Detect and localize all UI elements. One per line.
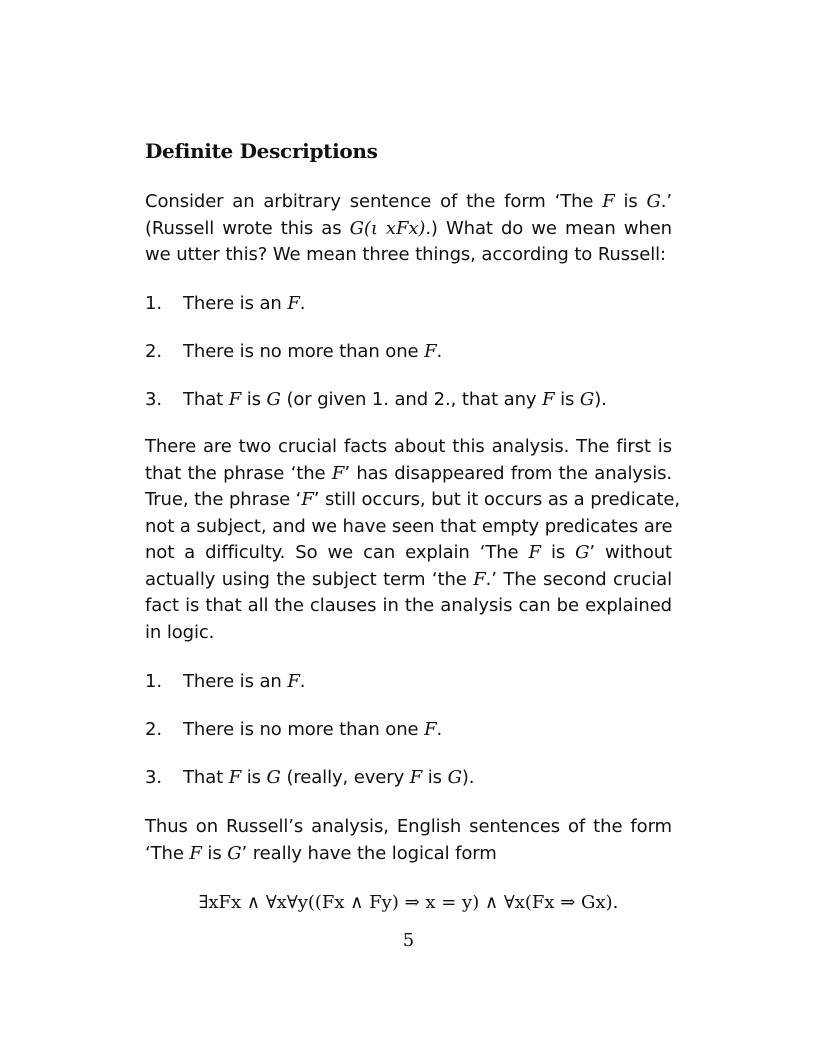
paragraph-line: True, the phrase ‘F’ still occurs, but it occurs as a predicate, [145,489,680,510]
list-item-text: There is an F. [183,293,306,314]
list-item-number: 2. [145,719,162,740]
paragraph-line: that the phrase ‘the F’ has disappeared from the analysis. [145,462,673,484]
list-item-number: 1. [145,293,162,314]
paragraph-line: fact is that all the clauses in the analysis can be explained [145,595,672,616]
paragraph-line: Consider an arbitrary sentence of the form ‘The F is G.’ [145,191,672,212]
section-heading: Definite Descriptions [145,139,378,163]
paragraph-line: ‘The F is G’ really have the logical form [145,842,497,864]
list-item [145,717,672,744]
paragraph-line: actually using the subject term ‘the F.’ The second crucial [145,568,672,590]
page-number: 5 [402,930,415,951]
logical-form-formula: ∃xFx ∧ ∀x∀y((Fx ∧ Fy) ⇒ x = y) ∧ ∀x(Fx ⇒ Gx). [198,892,619,913]
analysis-paragraph [145,434,680,646]
list-item [145,339,672,366]
list-item-text: That F is G (or given 1. and 2., that any F is G). [183,389,607,410]
paragraph-line: not a difficulty. So we can explain ‘The F is G’ without [145,542,672,563]
paragraph-line: Thus on Russell’s analysis, English sentences of the form [145,816,672,837]
list-item-text: That F is G (really, every F is G). [183,767,475,788]
closing-paragraph [145,814,672,867]
paragraph-line: not a subject, and we have seen that empty predicates are [145,515,673,537]
list-item-number: 2. [145,341,162,362]
paragraph-line: There are two crucial facts about this analysis. The first is [145,436,672,457]
list-item [145,387,672,414]
paragraph-line: (Russell wrote this as G(ι xFx).) What do we mean when [145,217,672,239]
intro-paragraph [145,189,672,269]
list-item-number: 3. [145,767,162,788]
list-item [145,291,672,318]
list-item [145,669,672,696]
list-item-text: There is no more than one F. [183,719,443,740]
paragraph-line: we utter this? We mean three things, according to Russell: [145,244,667,265]
paragraph-line: in logic. [145,621,215,643]
list-item-text: There is an F. [183,671,306,692]
list-item [145,765,672,792]
list-item-number: 1. [145,671,162,692]
list-item-text: There is no more than one F. [183,341,443,362]
list-item-number: 3. [145,389,162,410]
